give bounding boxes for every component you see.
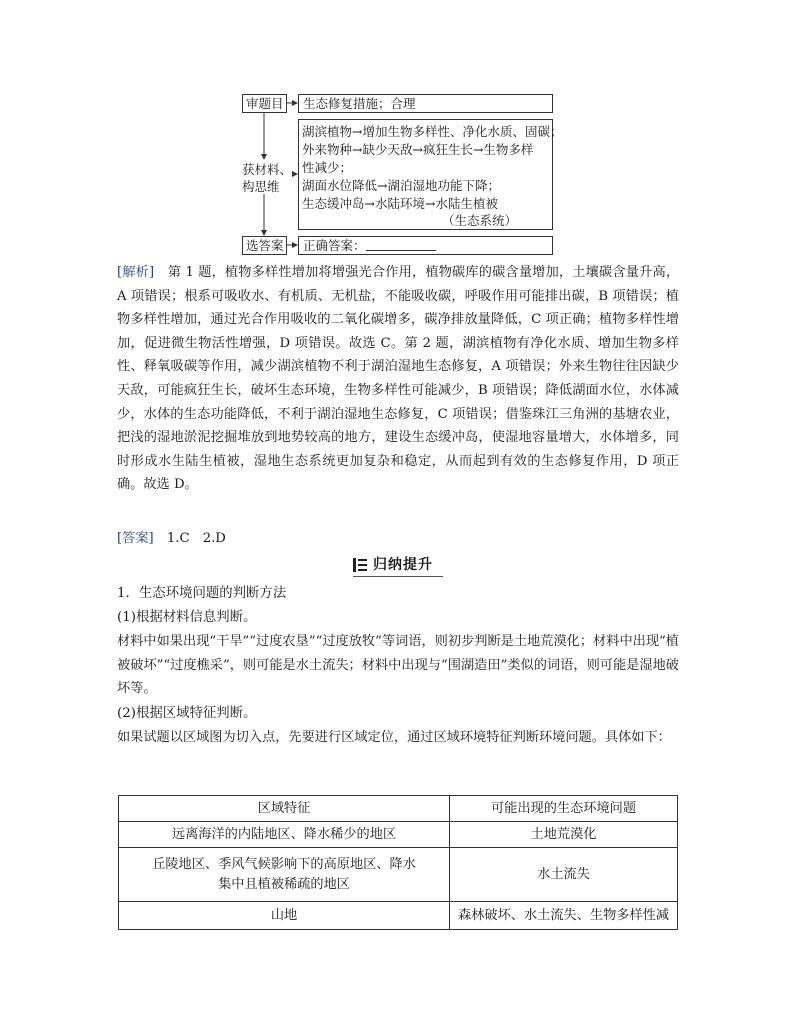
table-cell: 丘陵地区、季风气候影响下的高原地区、降水集中且植被稀疏的地区 bbox=[119, 848, 450, 902]
step1-text: 生态修复措施；合理 bbox=[303, 96, 416, 111]
step2-line-5: 生态缓冲岛→水陆环境→水陆生植被 bbox=[302, 196, 498, 211]
table-cell: 山地 bbox=[119, 902, 450, 930]
step2-line-1: 湖滨植物→增加生物多样性、净化水质、固碳； bbox=[302, 124, 563, 139]
table-header-row bbox=[119, 796, 678, 822]
step2-line-4: 湖面水位降低→湖泊湿地功能下降； bbox=[302, 178, 500, 193]
answer-tag: [答案] bbox=[117, 531, 154, 546]
section1-sub1: (1)根据材料信息判断。 bbox=[117, 610, 257, 625]
section1-sub2: (2)根据区域特征判断。 bbox=[117, 706, 257, 721]
region-problem-table bbox=[118, 795, 678, 930]
analysis-text: 第 1 题，植物多样性增加将增强光合作用，植物碳库的碳含量增加，土壤碳含量升高，A 项错误；根系可吸收水、有机质、无机盐，不能吸收碳，呼吸作用可能排出碳，B 项错误；植物多样性增加，通过光合作用吸收的二氧化碳增多，碳净排放量降低，C 项正确；植物多样性增加，促进微生物活性增强，D 项错误。故选 C。第 2 题，湖滨植物有净化水质、增加生物多样性、释氧吸碳等作用，减少湖滨植物不利于湖泊湿地生态修复，A 项错误；外来生物往往因缺少天敌，可能疯狂生长，破坏生态环境，生物多样性可能减少，B 项错误；降低湖面水位，水体减少，水体的生态功能降低，不利于湖泊湿地生态修复，C 项错误；借鉴珠江三角洲的基塘农业，把浅的湿地淤泥挖掘堆放到地势较高的地方，建设生态缓冲岛，使湿地容量增大，水体增多，同时形成水生陆生植被，湿地生态系统更加复杂和稳定，从而起到有效的生态修复作用，D 项正确。故选 D。 bbox=[117, 265, 680, 493]
section1-para1 bbox=[117, 630, 679, 701]
banner-label: 归纳提升 bbox=[373, 557, 433, 573]
step2-line-6: （生态系统） bbox=[442, 213, 518, 228]
analysis-tag: [解析] bbox=[117, 265, 155, 280]
section1-para2-text: 如果试题以区域图为切入点，先要进行区域定位，通过区域环境特征判断环境问题。具体如下： bbox=[117, 730, 671, 745]
step2-line-2: 外来物种→缺少天敌→疯狂生长→生物多样 bbox=[302, 142, 534, 157]
table-header-cell: 区域特征 bbox=[119, 796, 450, 822]
table-cell: 土地荒漠化 bbox=[450, 822, 678, 848]
list-icon bbox=[353, 558, 367, 572]
step2-line-3: 性减少； bbox=[302, 160, 353, 175]
section1-para2 bbox=[117, 726, 691, 750]
step2-label-line2: 构思维 bbox=[242, 179, 280, 194]
table-cell: 森林破坏、水土流失、生物多样性减 bbox=[450, 902, 678, 930]
table-header-cell: 可能出现的生态环境问题 bbox=[450, 796, 678, 822]
step1-label: 审题目 bbox=[246, 96, 284, 111]
step3-text: 正确答案： bbox=[303, 238, 366, 253]
section1-para1-text: 材料中如果出现“干旱”“过度农垦”“过度放牧”等词语，则初步判断是土地荒漠化；材料中出现“植被破坏”“过度樵采”，则可能是水土流失；材料中出现与“围湖造田”类似的词语，则可能是湿地破坏等。 bbox=[117, 634, 679, 697]
table-row bbox=[119, 902, 678, 930]
table-cell: 水土流失 bbox=[450, 848, 678, 902]
table-row bbox=[119, 822, 678, 848]
step2-label-line1: 获材料、 bbox=[242, 162, 293, 177]
step3-label: 选答案 bbox=[246, 238, 284, 253]
section1-title: 1．生态环境问题的判断方法 bbox=[117, 586, 287, 601]
banner-underline bbox=[353, 576, 443, 577]
table-cell: 远离海洋的内陆地区、降水稀少的地区 bbox=[119, 822, 450, 848]
answer-text: 1.C 2.D bbox=[166, 531, 226, 546]
answer-block bbox=[117, 527, 679, 551]
summary-banner bbox=[353, 555, 443, 575]
table-row bbox=[119, 848, 678, 902]
analysis-block bbox=[117, 261, 679, 497]
diagram-connectors bbox=[0, 0, 794, 270]
